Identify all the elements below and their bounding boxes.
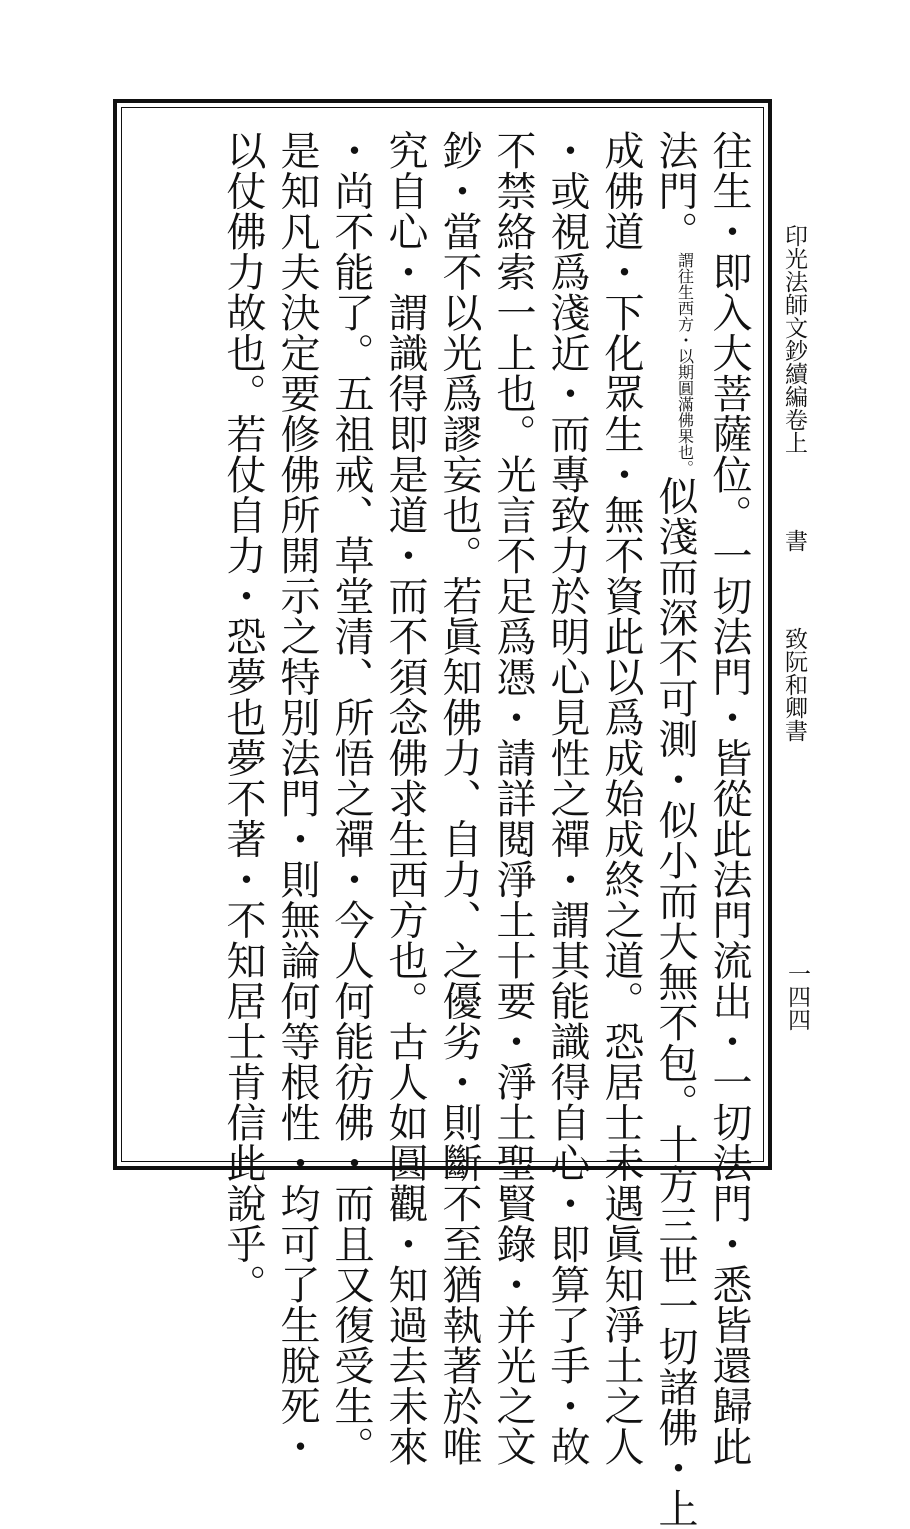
text-column-6: 鈔・當不以光爲謬妄也。若眞知佛力、自力、之優劣・則斷不至猶執著於唯 [436, 130, 482, 1467]
text-column-10: 以仗佛力故也。若仗自力・恐夢也夢不著・不知居士肯信此說乎。 [220, 130, 266, 1305]
text-column-5: 不禁絡索一上也。光言不足爲憑・請詳閱淨土十要・淨土聖賢錄・并光之文 [490, 130, 536, 1467]
column-2-text-start: 法門。 [652, 130, 698, 252]
text-column-2 [648, 130, 702, 1529]
interlinear-note: 謂往生西方・以期圓滿佛果也。 [675, 251, 695, 476]
text-column-7: 究自心・謂識得即是道・而不須念佛求生西方也。古人如圓觀・知過去未來 [382, 130, 428, 1467]
header-letter-title: 致阮和卿書 [781, 627, 807, 742]
running-header [776, 224, 812, 742]
text-column-4: ・或視爲淺近・而專致力於明心見性之禪・謂其能識得自心・即算了手・故 [544, 130, 590, 1467]
header-book-title: 印光法師文鈔續編卷上 [781, 224, 807, 454]
text-column-3: 成佛道・下化眾生・無不資此以爲成始成終之道。恐居士未遇眞知淨土之人 [598, 130, 644, 1467]
text-column-1: 往生・即入大菩薩位。一切法門・皆從此法門流出・一切法門・悉皆還歸此 [706, 130, 752, 1467]
header-section: 書 [781, 529, 807, 552]
page-number: 一四四 [784, 962, 810, 1031]
text-column-8: ・尚不能了。五祖戒、草堂清、所悟之禪・今人何能彷佛・而且又復受生。 [328, 130, 374, 1467]
text-column-9: 是知凡夫決定要修佛所開示之特別法門・則無論何等根性・均可了生脫死・ [274, 130, 320, 1467]
column-2-text-end: 似淺而深不可測・似小而大無不包。十方三世一切諸佛・上 [652, 475, 698, 1529]
